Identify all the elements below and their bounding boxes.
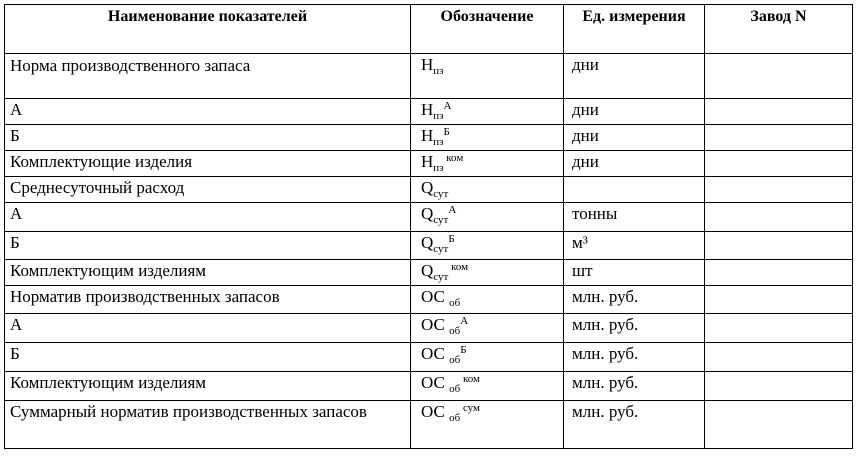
indicator-name: Суммарный норматив производственных запасов [5,401,411,449]
designation-base: ОС [421,402,450,421]
header-row [5,5,853,54]
indicator-designation [411,177,564,203]
indicator-unit: дни [564,151,705,177]
indicator-unit: шт [564,260,705,286]
designation-base: ОС [421,287,450,306]
table-row [5,343,853,372]
plant-value-cell[interactable] [705,372,853,401]
indicator-unit: дни [564,125,705,151]
indicator-name: Б [5,232,411,260]
designation-subscript: пз [433,136,444,148]
designation-subscript: пз [433,162,444,174]
indicator-designation [411,203,564,232]
designation-subscript: сут [433,188,449,200]
designation-superscript: ком [448,261,469,273]
designation-base: Q [421,261,434,280]
designation-base: Q [421,233,434,252]
table-row [5,232,853,260]
designation-superscript: А [448,204,457,216]
designation-subscript: об [449,383,461,395]
indicator-name: Комплектующим изделиям [5,372,411,401]
designation-base: ОС [421,373,450,392]
designation-subscript: пз [433,65,444,77]
indicator-name: Б [5,125,411,151]
plant-value-cell[interactable] [705,99,853,125]
designation-base: Н [421,152,434,171]
indicator-designation [411,99,564,125]
header-plant: Завод N [705,5,853,54]
header-name: Наименование показателей [5,5,411,54]
plant-value-cell[interactable] [705,343,853,372]
indicator-designation [411,54,564,99]
indicator-unit: млн. руб. [564,372,705,401]
plant-value-cell[interactable] [705,151,853,177]
indicator-designation [411,343,564,372]
indicator-name: А [5,203,411,232]
indicator-designation [411,372,564,401]
designation-base: Н [421,126,434,145]
designation-subscript: об [449,412,461,424]
plant-value-cell[interactable] [705,286,853,314]
indicator-designation [411,314,564,343]
table-row [5,372,853,401]
indicator-unit: млн. руб. [564,343,705,372]
table-body [5,54,853,449]
designation-base: Н [421,55,434,74]
designation-subscript: сут [433,214,449,226]
table-row [5,99,853,125]
plant-value-cell[interactable] [705,203,853,232]
indicator-unit: млн. руб. [564,401,705,449]
indicator-unit: дни [564,54,705,99]
indicator-name: Б [5,343,411,372]
indicator-name: Комплектующие изделия [5,151,411,177]
designation-superscript: Б [448,233,455,245]
designation-superscript: ком [460,373,480,385]
indicator-unit: дни [564,99,705,125]
table-row [5,177,853,203]
plant-value-cell[interactable] [705,314,853,343]
indicator-unit [564,177,705,203]
indicator-name: Среднесуточный расход [5,177,411,203]
plant-value-cell[interactable] [705,232,853,260]
table-row [5,286,853,314]
header-unit: Ед. измерения [564,5,705,54]
designation-subscript: об [449,325,461,337]
plant-value-cell[interactable] [705,401,853,449]
table-row [5,260,853,286]
designation-base: ОС [421,344,450,363]
indicator-unit: м³ [564,232,705,260]
designation-subscript: об [449,354,461,366]
indicator-unit: тонны [564,203,705,232]
indicator-designation [411,286,564,314]
designation-base: Q [421,204,434,223]
indicator-name: Комплектующим изделиям [5,260,411,286]
table-row [5,401,853,449]
table-row [5,54,853,99]
designation-subscript: об [449,297,461,309]
plant-value-cell[interactable] [705,260,853,286]
indicator-designation [411,151,564,177]
designation-base: Q [421,178,434,197]
table-row [5,125,853,151]
indicator-designation [411,260,564,286]
designation-base: Н [421,100,434,119]
plant-value-cell[interactable] [705,177,853,203]
designation-subscript: сут [433,271,449,283]
plant-value-cell[interactable] [705,125,853,151]
indicator-unit: млн. руб. [564,286,705,314]
designation-superscript: А [460,315,469,327]
indicator-designation [411,401,564,449]
indicator-name: А [5,314,411,343]
indicator-name: Норматив производственных запасов [5,286,411,314]
indicator-name: Норма производственного запаса [5,54,411,99]
plant-value-cell[interactable] [705,54,853,99]
designation-superscript: ком [443,152,464,164]
indicator-designation [411,125,564,151]
table-row [5,203,853,232]
designation-superscript: Б [460,344,467,356]
designation-superscript: сум [460,402,480,414]
header-designation: Обозначение [411,5,564,54]
indicators-table [4,4,853,449]
designation-superscript: Б [443,126,450,138]
designation-subscript: сут [433,243,449,255]
table-row [5,151,853,177]
designation-superscript: А [443,100,452,112]
indicator-unit: млн. руб. [564,314,705,343]
indicator-name: А [5,99,411,125]
designation-subscript: пз [433,110,444,122]
indicator-designation [411,232,564,260]
designation-base: ОС [421,315,450,334]
table-row [5,314,853,343]
